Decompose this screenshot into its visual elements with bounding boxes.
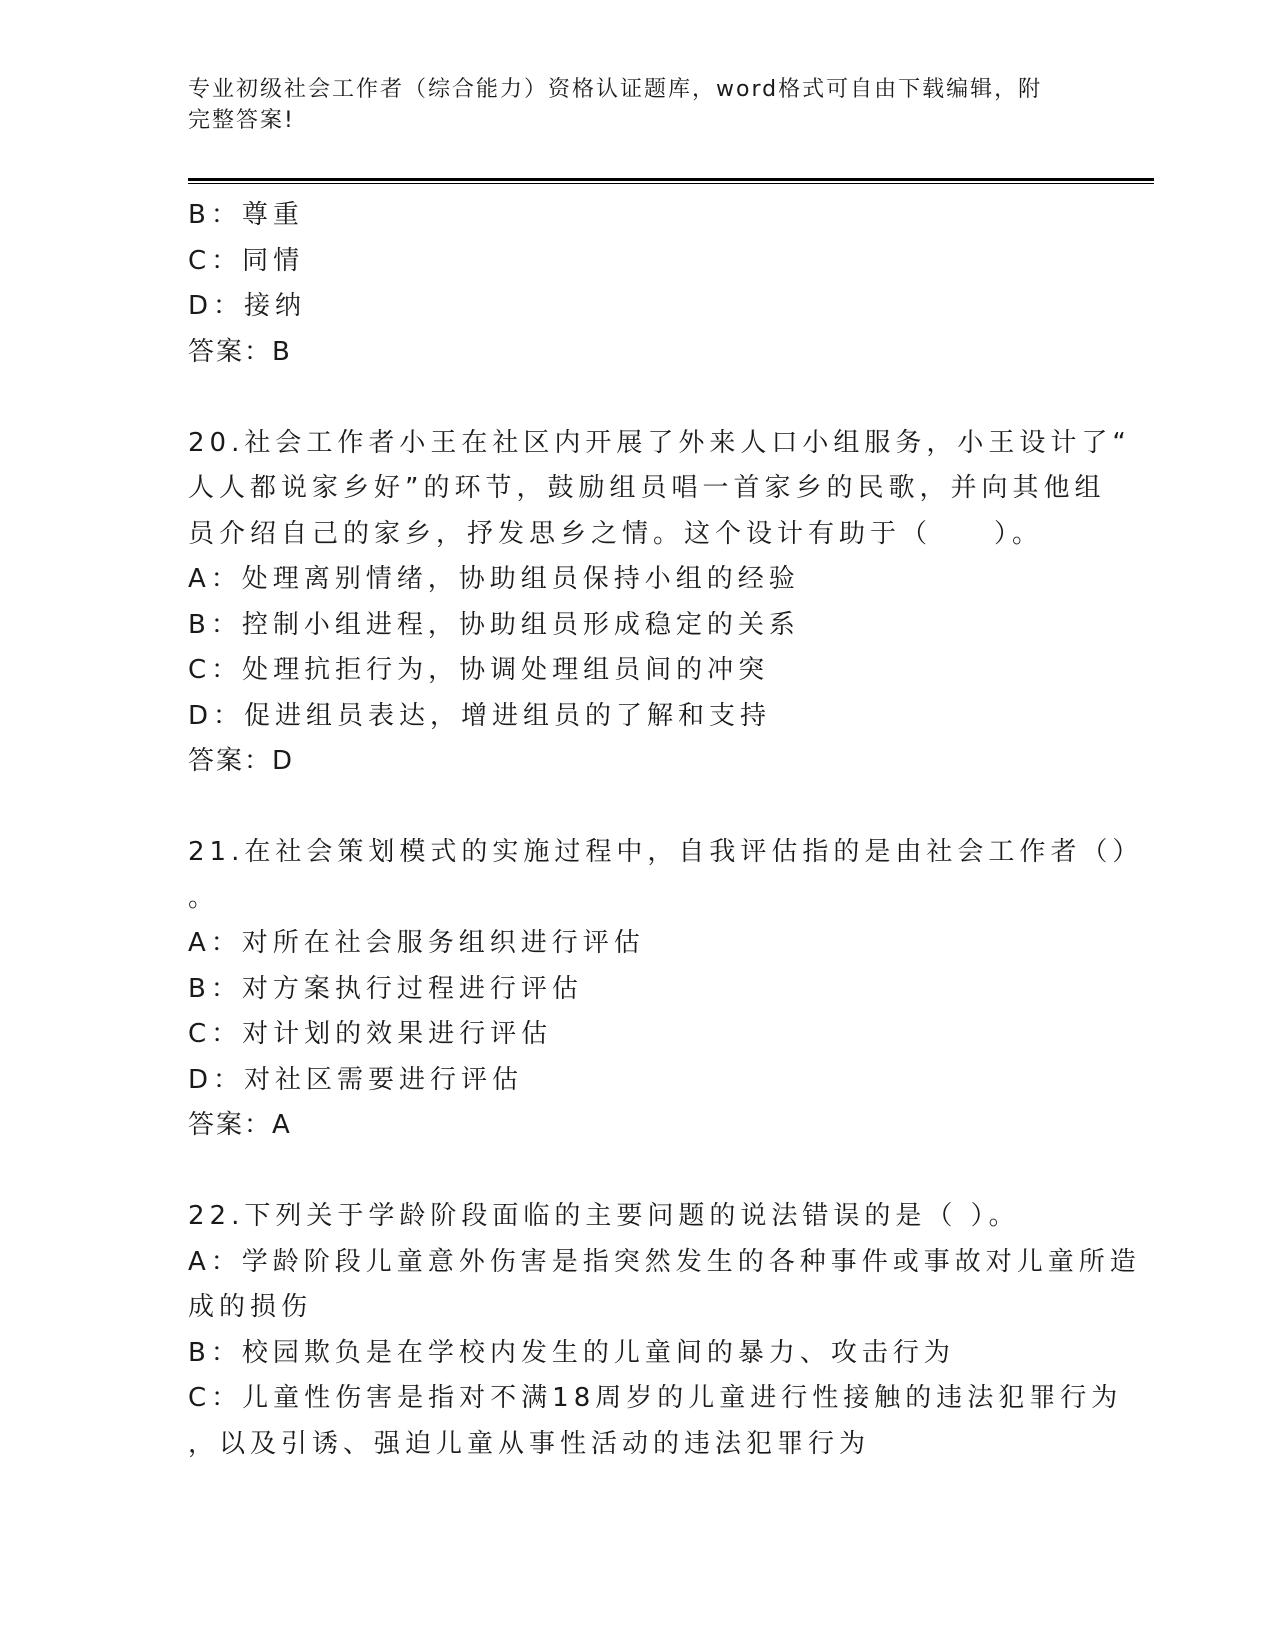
- header-rule-thin: [188, 183, 1154, 184]
- option-b: B：校园欺负是在学校内发生的儿童间的暴力、攻击行为: [188, 1337, 955, 1368]
- question-22: [188, 1194, 1141, 1467]
- question-20: [188, 421, 1131, 785]
- header-line-1: 专业初级社会工作者（综合能力）资格认证题库，word格式可自由下载编辑，附: [188, 77, 1043, 102]
- option-a: A：处理离别情绪，协助组员保持小组的经验: [188, 564, 800, 594]
- page-header: [188, 74, 1088, 136]
- option-a: A：学龄阶段儿童意外伤害是指突然发生的各种事件或事故对儿童所造: [188, 1246, 1141, 1277]
- option-a-continued: 成的损伤: [188, 1292, 313, 1322]
- option-c: C：对计划的效果进行评估: [188, 1019, 553, 1049]
- option-b: B：对方案执行过程进行评估: [188, 973, 583, 1004]
- question-stem-line: 人人都说家乡好”的环节，鼓励组员唱一首家乡的民歌，并向其他组: [188, 473, 1106, 503]
- answer-line: 答案：A: [188, 1110, 292, 1140]
- spacer: [188, 1149, 1088, 1195]
- option-d: D：促进组员表达，增进组员的了解和支持: [188, 700, 772, 731]
- question-stem-line: 员介绍自己的家乡，抒发思乡之情。这个设计有助于（ ）。: [188, 518, 1044, 549]
- option-b: B：尊重: [188, 200, 304, 230]
- option-c: C：同情: [188, 245, 305, 276]
- option-c: C：处理抗拒行为，协调处理组员间的冲突: [188, 655, 770, 685]
- option-c-continued: ，以及引诱、强迫儿童从事性活动的违法犯罪行为: [188, 1428, 871, 1459]
- question-stem-line: 21.在社会策划模式的实施过程中，自我评估指的是由社会工作者（）: [188, 837, 1144, 867]
- option-b: B：控制小组进程，协助组员形成稳定的关系: [188, 609, 800, 640]
- question-19-tail: [188, 193, 1088, 375]
- spacer: [188, 375, 1088, 421]
- header-line-2: 完整答案!: [188, 108, 295, 133]
- question-list: [188, 193, 1144, 1467]
- option-d: D：对社区需要进行评估: [188, 1064, 524, 1095]
- header-rule-thick: [188, 178, 1154, 181]
- question-21: [188, 830, 1144, 1149]
- question-stem-line: 20.社会工作者小王在社区内开展了外来人口小组服务，小王设计了“: [188, 427, 1131, 458]
- question-stem-line: 。: [188, 882, 220, 913]
- question-stem-line: 22.下列关于学龄阶段面临的主要问题的说法错误的是（ ）。: [188, 1201, 1020, 1231]
- answer-line: 答案：B: [188, 336, 292, 367]
- option-c: C：儿童性伤害是指对不满18周岁的儿童进行性接触的违法犯罪行为: [188, 1383, 1123, 1413]
- answer-line: 答案：D: [188, 746, 295, 776]
- spacer: [188, 785, 1088, 831]
- option-d: D：接纳: [188, 291, 307, 321]
- option-a: A：对所在社会服务组织进行评估: [188, 928, 645, 958]
